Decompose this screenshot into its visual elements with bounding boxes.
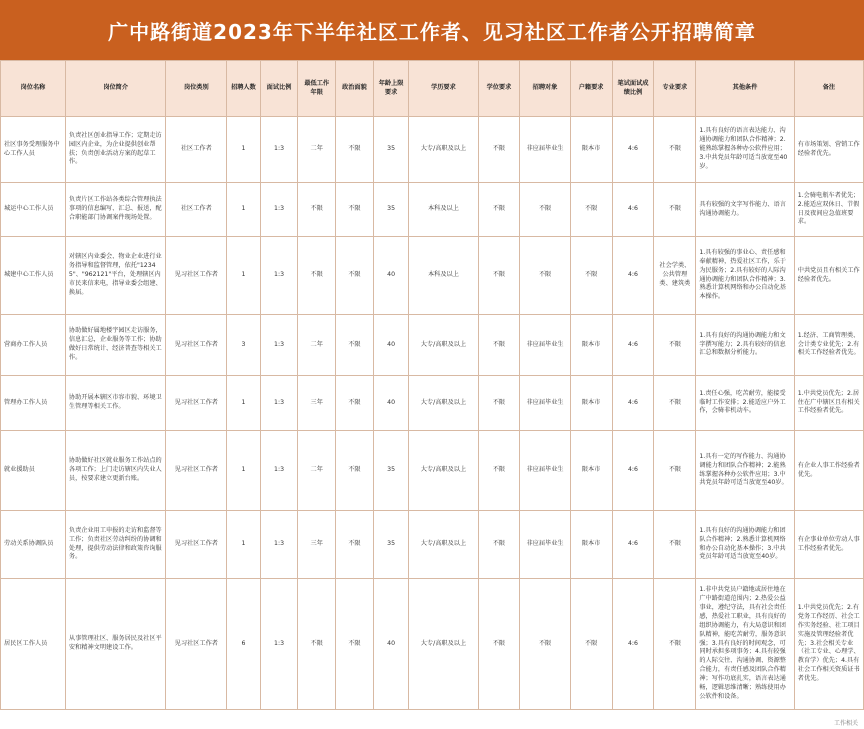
- table-cell: 1.中共党员优先；2.居住在广中辖区且有相关工作经验者优先。: [794, 376, 863, 431]
- table-cell: 35: [373, 431, 409, 511]
- table-row: [1, 315, 864, 376]
- table-cell: 不限: [654, 511, 696, 579]
- table-cell: 限本市: [570, 117, 612, 183]
- table-cell: 社会学类、公共管理类、建筑类: [654, 237, 696, 315]
- table-cell: 35: [373, 183, 409, 237]
- table-cell: 三年: [298, 511, 336, 579]
- table-cell: 营商办工作人员: [1, 315, 66, 376]
- column-header: 最低工作年限: [298, 61, 336, 117]
- table-header-row: [1, 61, 864, 117]
- table-cell: 见习社区工作者: [166, 579, 227, 710]
- table-cell: 有市场策划、营销工作经验者优先。: [794, 117, 863, 183]
- column-header: 备注: [794, 61, 863, 117]
- table-cell: 40: [373, 237, 409, 315]
- table-cell: 见习社区工作者: [166, 431, 227, 511]
- table-cell: 本科及以上: [409, 183, 478, 237]
- table-cell: 见习社区工作者: [166, 237, 227, 315]
- table-cell: 35: [373, 117, 409, 183]
- table-cell: 协助做好属地楼宇园区走访服务，信息汇总，企业服务等工作；协助做好日常统计、经济普查等相关工作。: [65, 315, 166, 376]
- column-header: 招聘对象: [520, 61, 570, 117]
- table-cell: 三年: [298, 376, 336, 431]
- column-header: 专业要求: [654, 61, 696, 117]
- column-header: 岗位类别: [166, 61, 227, 117]
- table-cell: 不限: [570, 237, 612, 315]
- table-row: [1, 431, 864, 511]
- table-cell: 社区事务受理服务中心工作人员: [1, 117, 66, 183]
- table-cell: 不限: [478, 117, 520, 183]
- table-cell: 1.会骑电瓶车者优先；2.能适应双休日、节假日及夜间应急值班要求。: [794, 183, 863, 237]
- table-cell: 不限: [478, 376, 520, 431]
- table-cell: 限本市: [570, 376, 612, 431]
- table-cell: 1.具有较强的事业心、责任感和奉献精神，热爱社区工作，乐于为民服务；2.具有较好的人际沟通协调能力和团队合作精神；3.熟悉计算机网络和办公自动化基本操作。: [696, 237, 794, 315]
- table-cell: 4:6: [612, 117, 654, 183]
- table-cell: 大专/高职及以上: [409, 117, 478, 183]
- table-cell: 不限: [520, 183, 570, 237]
- table-cell: 城建中心工作人员: [1, 237, 66, 315]
- table-cell: 不限: [336, 237, 374, 315]
- table-cell: 本科及以上: [409, 237, 478, 315]
- table-cell: 1: [227, 183, 261, 237]
- table-cell: 不限: [336, 183, 374, 237]
- table-cell: 社区工作者: [166, 117, 227, 183]
- table-cell: 社区工作者: [166, 183, 227, 237]
- table-cell: 4:6: [612, 579, 654, 710]
- table-cell: 城运中心工作人员: [1, 183, 66, 237]
- table-cell: 大专/高职及以上: [409, 579, 478, 710]
- table-cell: 4:6: [612, 237, 654, 315]
- table-cell: 4:6: [612, 431, 654, 511]
- table-cell: 大专/高职及以上: [409, 431, 478, 511]
- page-title: 广中路街道2023年下半年社区工作者、见习社区工作者公开招聘简章: [0, 0, 864, 60]
- table-cell: 不限: [478, 579, 520, 710]
- table-cell: 40: [373, 315, 409, 376]
- column-header: 招聘人数: [227, 61, 261, 117]
- table-cell: 不限: [298, 183, 336, 237]
- table-cell: 3: [227, 315, 261, 376]
- table-cell: 管理办工作人员: [1, 376, 66, 431]
- table-cell: 1:3: [260, 315, 298, 376]
- table-cell: 非应届毕业生: [520, 431, 570, 511]
- table-row: [1, 237, 864, 315]
- table-cell: 有企事业单位劳动人事工作经验者优先。: [794, 511, 863, 579]
- table-cell: 中共党员且有相关工作经验者优先。: [794, 237, 863, 315]
- table-cell: 40: [373, 376, 409, 431]
- table-cell: 40: [373, 579, 409, 710]
- column-header: 政治面貌: [336, 61, 374, 117]
- table-cell: 不限: [654, 376, 696, 431]
- column-header: 岗位名称: [1, 61, 66, 117]
- table-cell: 不限: [520, 579, 570, 710]
- table-cell: 1: [227, 237, 261, 315]
- table-cell: 1.具有一定的写作能力、沟通协调能力和团队合作精神；2.能熟练掌握各种办公软件应用；3.中共党员年龄可适当放宽至40岁。: [696, 431, 794, 511]
- table-cell: 1:3: [260, 183, 298, 237]
- table-cell: 有企业人事工作经验者优先。: [794, 431, 863, 511]
- table-cell: 不限: [478, 315, 520, 376]
- table-cell: 1:3: [260, 431, 298, 511]
- table-cell: 二年: [298, 117, 336, 183]
- table-cell: 1.经济、工商管理类、会计类专业优先；2.有相关工作经验者优先。: [794, 315, 863, 376]
- table-cell: 协助开展本辖区市容市貌、环境卫生管理等相关工作。: [65, 376, 166, 431]
- table-cell: 1.中共党员优先；2.有党务工作经历、社会工作实务经验、社工项目实施及管理经验者优先；3.社会相关专业（社工专业、心理学、教育学）优先；4.具有社会工作相关资质证书者优先。: [794, 579, 863, 710]
- table-cell: 6: [227, 579, 261, 710]
- table-cell: 不限: [478, 237, 520, 315]
- table-cell: 负责社区创业指导工作；定期走访园区内企业，为企业提供创业帮扶；负责创业活动方案的起草工作。: [65, 117, 166, 183]
- table-cell: 1: [227, 511, 261, 579]
- table-cell: 4:6: [612, 376, 654, 431]
- table-cell: 限本市: [570, 315, 612, 376]
- table-cell: 1.具有良好的沟通协调能力和文字撰写能力；2.具有较好的信息汇总和数据分析能力。: [696, 315, 794, 376]
- table-cell: 1:3: [260, 237, 298, 315]
- table-cell: 二年: [298, 431, 336, 511]
- table-cell: 1: [227, 376, 261, 431]
- table-cell: 负责片区工作站各类综合管理执法事项的信息编写、汇总、报送，配合职能部门协调案件现场处置。: [65, 183, 166, 237]
- table-cell: 1: [227, 431, 261, 511]
- table-cell: 1.具有良好的沟通协调能力和团队合作精神；2.熟悉计算机网络和办公自动化基本操作；3.中共党员年龄可适当放宽至40岁。: [696, 511, 794, 579]
- table-cell: 大专/高职及以上: [409, 315, 478, 376]
- table-cell: 不限: [478, 431, 520, 511]
- table-cell: 大专/高职及以上: [409, 376, 478, 431]
- table-cell: 非应届毕业生: [520, 376, 570, 431]
- table-cell: 不限: [570, 183, 612, 237]
- table-cell: 1: [227, 117, 261, 183]
- table-cell: 35: [373, 511, 409, 579]
- watermark: 工作相关: [833, 720, 858, 727]
- table-cell: 不限: [336, 117, 374, 183]
- column-header: 学历要求: [409, 61, 478, 117]
- table-cell: 不限: [654, 315, 696, 376]
- table-cell: 1:3: [260, 511, 298, 579]
- table-cell: 不限: [654, 431, 696, 511]
- table-cell: 不限: [298, 579, 336, 710]
- table-cell: 非应届毕业生: [520, 117, 570, 183]
- table-row: [1, 183, 864, 237]
- table-row: [1, 579, 864, 710]
- column-header: 其他条件: [696, 61, 794, 117]
- table-cell: 对辖区内业委会、物业企业进行业务指导和监督管理，依托"12345"、"962121"平台，处理辖区内市民来信来电，指导业委会组建、换届。: [65, 237, 166, 315]
- column-header: 年龄上限要求: [373, 61, 409, 117]
- table-cell: 从事管理社区、服务居民及社区平安和精神文明建设工作。: [65, 579, 166, 710]
- table-cell: 非应届毕业生: [520, 315, 570, 376]
- table-cell: 见习社区工作者: [166, 315, 227, 376]
- table-cell: 见习社区工作者: [166, 376, 227, 431]
- table-row: [1, 511, 864, 579]
- table-cell: 4:6: [612, 315, 654, 376]
- table-cell: 不限: [654, 579, 696, 710]
- recruitment-table: [0, 60, 864, 710]
- column-header: 面试比例: [260, 61, 298, 117]
- column-header: 笔试面试成绩比例: [612, 61, 654, 117]
- table-cell: 限本市: [570, 431, 612, 511]
- column-header: 岗位简介: [65, 61, 166, 117]
- table-cell: 限本市: [570, 511, 612, 579]
- table-cell: 二年: [298, 315, 336, 376]
- table-cell: 不限: [336, 511, 374, 579]
- table-cell: 不限: [570, 579, 612, 710]
- table-cell: 不限: [336, 579, 374, 710]
- table-cell: 负责企业用工申报的走访和监督等工作；负责社区劳动纠纷的协调和处理，提供劳动法律和政策咨询服务。: [65, 511, 166, 579]
- table-cell: 不限: [478, 511, 520, 579]
- table-cell: 不限: [520, 237, 570, 315]
- table-cell: 劳动关系协调队员: [1, 511, 66, 579]
- table-cell: 居民区工作人员: [1, 579, 66, 710]
- table-cell: 4:6: [612, 511, 654, 579]
- table-cell: 协助做好社区就业服务工作站点的各项工作；上门走访辖区内失业人员，按要求建立更新台账。: [65, 431, 166, 511]
- column-header: 学位要求: [478, 61, 520, 117]
- table-cell: 4:6: [612, 183, 654, 237]
- table-cell: 非应届毕业生: [520, 511, 570, 579]
- table-row: [1, 117, 864, 183]
- table-cell: 具有较强的文字写作能力、语言沟通协调能力。: [696, 183, 794, 237]
- table-cell: 就业援助员: [1, 431, 66, 511]
- table-cell: 见习社区工作者: [166, 511, 227, 579]
- table-row: [1, 376, 864, 431]
- table-cell: 不限: [298, 237, 336, 315]
- table-cell: 1:3: [260, 117, 298, 183]
- table-cell: 1:3: [260, 376, 298, 431]
- table-body: [1, 117, 864, 710]
- table-cell: 不限: [336, 376, 374, 431]
- table-cell: 1:3: [260, 579, 298, 710]
- column-header: 户籍要求: [570, 61, 612, 117]
- table-cell: 大专/高职及以上: [409, 511, 478, 579]
- table-cell: 1.责任心强，吃苦耐劳，能接受临时工作安排；2.能适应户外工作，会骑非机动车。: [696, 376, 794, 431]
- table-cell: 不限: [478, 183, 520, 237]
- table-cell: 1.非中共党员户籍地或居住地在广中路街道范围内；2.热爱公益事业，遵纪守法，具有社会责任感，热爱社工职业，具有良好的组织协调能力，有大局意识和团队精神，能吃苦耐劳，服务意识强；3.具有良好的时间观念，可同时承担多项事务；4.具有较强的人际交往、沟通协调、资源整合能力，有责任感及团队合作精神；写作功底扎实，语言表达通畅，逻辑思维清晰；熟练使用办公软件和设备。: [696, 579, 794, 710]
- table-cell: 不限: [336, 431, 374, 511]
- table-cell: 不限: [336, 315, 374, 376]
- table-cell: 不限: [654, 183, 696, 237]
- table-cell: 不限: [654, 117, 696, 183]
- table-cell: 1.具有良好的语言表达能力、沟通协调能力和团队合作精神；2.能熟练掌握各种办公软件应用；3.中共党员年龄可适当放宽至40岁。: [696, 117, 794, 183]
